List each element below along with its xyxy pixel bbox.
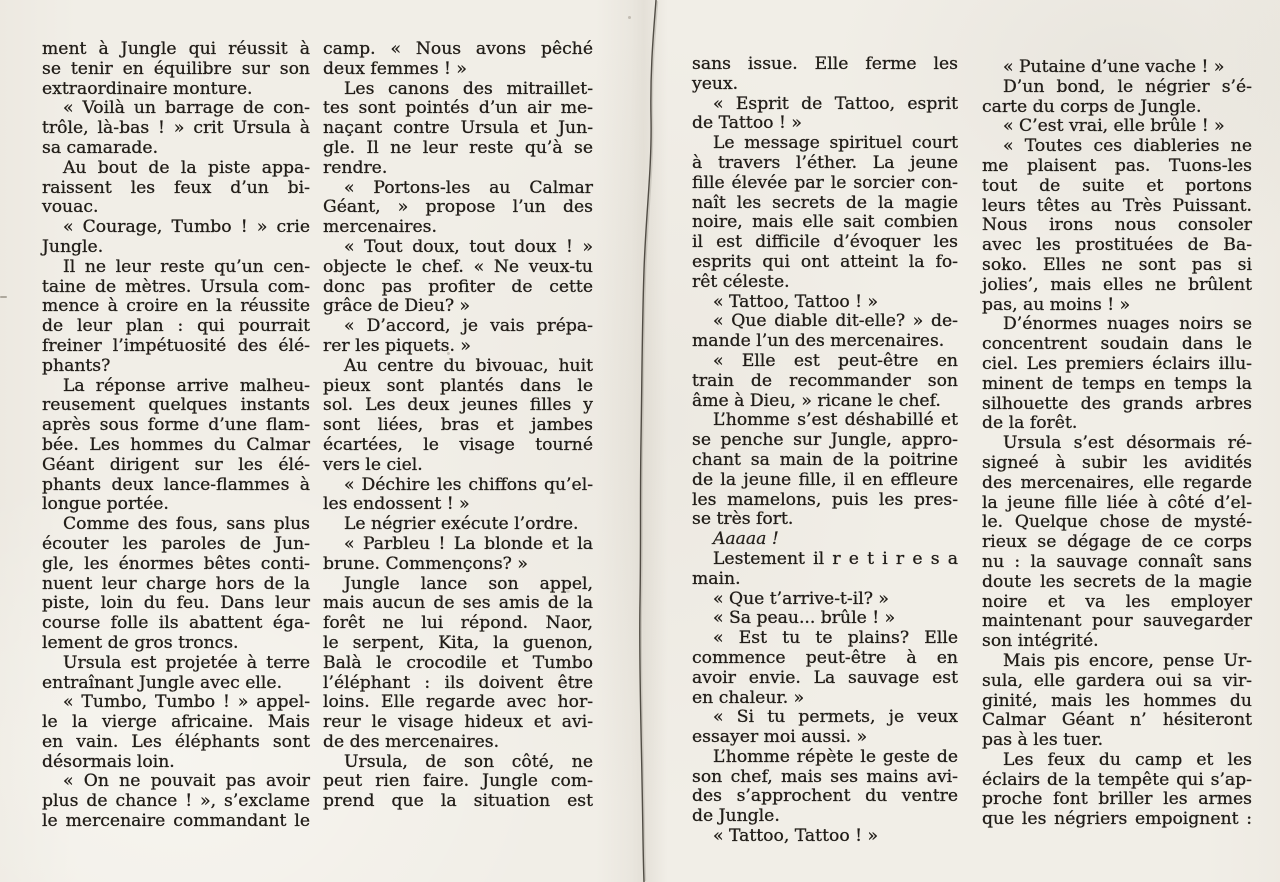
text-line: les mamelons, puis les pres- (692, 489, 958, 510)
text-line: reur le visage hideux et avi- (323, 712, 593, 733)
text-line: le serpent, Kita, la guenon, (323, 632, 593, 653)
text-line: soko. Elles ne sont pas si (982, 254, 1252, 275)
text-line: « Putaine d’une vache ! » (1003, 57, 1225, 77)
text-line: que les négriers empoignent : (982, 809, 1252, 830)
text-line: rer les piquets. » (323, 335, 471, 356)
text-line: des mercenaires, elle regarde (982, 472, 1252, 493)
text-line: yeux. (692, 73, 739, 94)
text-line: en vain. Les éléphants sont (42, 731, 310, 752)
text-line: avec les prostituées de Ba- (982, 235, 1252, 256)
text-line: « Parbleu ! La blonde et la (344, 533, 593, 554)
text-line: âme à Dieu, » ricane le chef. (692, 390, 941, 411)
text-line: avoir envie. La sauvage est (692, 667, 958, 688)
text-line: en chaleur. » (692, 687, 805, 708)
text-line: freiner l’impétuosité des élé- (42, 335, 310, 356)
text-line: fille élevée par le sorcier con- (692, 172, 958, 193)
text-line: l’éléphant : ils doivent être (323, 672, 593, 693)
text-line: « Elle est peut-être en (713, 350, 958, 371)
text-line: sont liées, bras et jambes (323, 415, 593, 436)
text-line: écouter les paroles de Jun- (42, 533, 310, 554)
scan-artifact-speck (628, 16, 631, 19)
text-line: noire et va les employer (982, 591, 1252, 612)
text-line: sula, elle gardera oui sa vir- (982, 670, 1252, 691)
text-line: D’un bond, le négrier s’é- (1003, 76, 1252, 97)
text-line: de la forêt. (982, 413, 1078, 434)
text-line: Ursula est projetée à terre (63, 652, 310, 673)
scan-artifact-speck (0, 296, 7, 298)
text-line: de la jeune fille, il en effleure (692, 469, 958, 490)
text-line: Au centre du bivouac, huit (344, 355, 593, 376)
fold-shadow (596, 0, 688, 882)
text-line: course folle ils abattent éga- (42, 613, 310, 634)
text-line: nu : la sauvage connaît sans (982, 551, 1252, 572)
text-line: loins. Elle regarde avec hor- (323, 692, 593, 713)
text-line: gle. Il ne leur reste qu’à se (323, 137, 593, 158)
text-line: longue portée. (42, 494, 169, 515)
text-line: naçant contre Ursula et Jun- (323, 118, 593, 139)
text-line: tout de suite et portons (982, 175, 1252, 196)
text-line: sans issue. Elle ferme les (692, 54, 958, 74)
text-line: raissent les feux d’un bi- (42, 177, 310, 198)
text-line: les endossent ! » (323, 494, 470, 515)
text-line: le la vierge africaine. Mais (42, 712, 310, 733)
text-line: « Toutes ces diableries ne (1003, 136, 1252, 157)
text-line: main. (692, 568, 741, 589)
text-line: taine de mètres. Ursula com- (42, 276, 310, 297)
text-line: « Tattoo, Tattoo ! » (713, 826, 879, 847)
text-line: il est difficile d’évoquer les (692, 232, 958, 253)
text-line: rendre. (323, 157, 388, 178)
text-line: « Tattoo, Tattoo ! » (713, 291, 879, 312)
text-line: grâce de Dieu? » (323, 296, 471, 317)
text-line: Jungle. (42, 236, 104, 257)
text-line: « Si tu permets, je veux (713, 707, 958, 728)
text-line: mence à croire en la réussite (42, 296, 310, 317)
text-line: « Déchire les chiffons qu’el- (344, 474, 593, 495)
text-line: leurs têtes au Très Puissant. (982, 195, 1252, 216)
text-line: de Jungle. (692, 806, 780, 827)
text-line: doute les secrets de la magie (982, 571, 1252, 592)
text-line: Le message spirituel court (713, 133, 958, 154)
text-line: prend que la situation est (323, 791, 593, 812)
text-line: Le négrier exécute l’ordre. (344, 514, 579, 535)
text-line: écartées, le visage tourné (323, 434, 593, 455)
text-line: gle, les énormes bêtes conti- (42, 553, 310, 574)
text-line: Il ne leur reste qu’un cen- (63, 256, 310, 277)
text-line: silhouette des grands arbres (982, 393, 1252, 414)
text-line: Les canons des mitraillet- (344, 78, 593, 99)
text-line: essayer moi aussi. » (692, 727, 868, 748)
text-line: naît les secrets de la magie (692, 192, 958, 213)
text-line: Balà le crocodile et Tumbo (323, 652, 593, 673)
text-line: « Que t’arrive-t-il? » (713, 588, 889, 609)
text-line: esprits qui ont atteint la fo- (692, 251, 958, 272)
text-line: concentrent soudain dans le (982, 334, 1252, 355)
text-line: extraordinaire monture. (42, 78, 253, 99)
text-line: Mais pis encore, pense Ur- (1003, 650, 1252, 671)
text-line: forêt ne lui répond. Naor, (323, 613, 593, 634)
text-line: piste, loin du feu. Dans leur (42, 593, 310, 614)
text-line: mercenaires. (323, 217, 437, 238)
text-line: se très fort. (692, 509, 794, 530)
text-line: pas, au moins ! » (982, 294, 1131, 315)
text-line: « Tumbo, Tumbo ! » appel- (63, 692, 310, 713)
text-line: pieux sont plantés dans le (323, 375, 593, 396)
text-line: ciel. Les premiers éclairs illu- (982, 353, 1252, 374)
text-column-4 (982, 58, 1252, 830)
text-line: phants deux lance-flammes à (42, 474, 310, 495)
text-line: le. Quelque chose de mysté- (982, 512, 1252, 533)
text-line: train de recommander son (692, 370, 958, 391)
text-line: se tenir en équilibre sur son (42, 58, 310, 79)
text-line: lement de gros troncs. (42, 632, 239, 653)
text-line: Les feux du camp et les (1003, 749, 1252, 770)
text-line: Calmar Géant n’ hésiteront (982, 710, 1252, 731)
page-fold-crease-line (620, 0, 680, 882)
text-line: « Est tu te plains? Elle (713, 628, 958, 649)
text-line: la jeune fille liée à côté d’el- (982, 492, 1252, 513)
text-line: « Portons-les au Calmar (344, 177, 593, 198)
text-line: Comme des fous, sans plus (63, 514, 310, 535)
text-line: proche font briller les armes (982, 789, 1252, 810)
text-column-1 (42, 40, 310, 832)
text-line: plus de chance ! », s’exclame (42, 791, 310, 812)
text-line: entraînant Jungle avec elle. (42, 672, 283, 693)
text-line: des s’approchent du ventre (692, 786, 958, 807)
text-line: signeé à subir les avidités (982, 452, 1252, 473)
text-line: se penche sur Jungle, appro- (692, 430, 958, 451)
text-line: après sous forme d’une flam- (42, 415, 310, 436)
text-line: désormais loin. (42, 751, 175, 772)
text-line: carte du corps de Jungle. (982, 96, 1202, 117)
text-line: « On ne pouvait pas avoir (63, 771, 310, 792)
text-line: L’homme répète le geste de (713, 746, 958, 767)
text-line: rêt céleste. (692, 271, 790, 292)
text-line: Au bout de la piste appa- (63, 157, 310, 178)
text-line: « D’accord, je vais prépa- (344, 316, 593, 337)
text-line: « Tout doux, tout doux ! » (344, 236, 593, 257)
text-line: « Esprit de Tattoo, esprit (713, 93, 958, 114)
text-line: phants? (42, 355, 111, 376)
text-line: pas à les tuer. (982, 730, 1104, 751)
text-column-3 (692, 55, 958, 847)
text-line: ginité, mais les hommes du (982, 690, 1252, 711)
text-line: « Sa peau... brûle ! » (713, 608, 896, 629)
text-line: « C’est vrai, elle brûle ! » (1003, 116, 1225, 137)
text-column-2 (323, 40, 593, 812)
text-line: brune. Commençons? » (323, 553, 528, 574)
text-line: sa camarade. (42, 137, 159, 158)
text-line: rieux se dégage de ce corps (982, 532, 1252, 553)
text-line: vers le ciel. (323, 454, 423, 475)
text-line: me plaisent pas. Tuons-les (982, 155, 1252, 176)
text-line: peut rien faire. Jungle com- (323, 771, 593, 792)
text-line: Géant dirigent sur les élé- (42, 454, 310, 475)
text-line: Ursula s’est désormais ré- (1003, 433, 1252, 454)
text-line: à travers l’éther. La jeune (692, 152, 958, 173)
text-line: donc pas profiter de cette (323, 276, 593, 297)
text-line: de leur plan : qui pourrait (42, 316, 310, 337)
text-line: camp. « Nous avons pêché (323, 39, 593, 59)
text-line: nuent leur charge hors de la (42, 573, 310, 594)
text-line: Ursula, de son côté, ne (344, 751, 593, 772)
text-line: de Tattoo ! » (692, 113, 802, 134)
text-line: La réponse arrive malheu- (63, 375, 310, 396)
text-line: ment à Jungle qui réussit à (42, 39, 310, 59)
text-line: son intégrité. (982, 631, 1099, 652)
text-line: tes sont pointés d’un air me- (323, 98, 593, 119)
text-line: sol. Les deux jeunes filles y (323, 395, 593, 416)
text-line: « Voilà un barrage de con- (63, 98, 310, 119)
text-line: reusement quelques instants (42, 395, 310, 416)
text-line: éclairs de la tempête qui s’ap- (982, 769, 1252, 790)
text-line: Lestement il r e t i r e s a (713, 548, 958, 569)
text-line: mande l’un des mercenaires. (692, 331, 945, 352)
text-line: chant sa main de la poitrine (692, 449, 958, 470)
text-line: noire, mais elle sait combien (692, 212, 958, 233)
text-line: mais aucun de ses amis de la (323, 593, 593, 614)
text-line: bée. Les hommes du Calmar (42, 434, 310, 455)
text-line: trôle, là-bas ! » crit Ursula à (42, 118, 310, 139)
text-line: de des mercenaires. (323, 731, 500, 752)
text-line: jolies’, mais elles ne brûlent (982, 274, 1252, 295)
text-line: Aaaaa ! (713, 529, 779, 550)
text-line: Jungle lance son appel, (344, 573, 593, 594)
text-line: vouac. (42, 197, 99, 218)
text-line: L’homme s’est déshabillé et (713, 410, 958, 431)
text-line: son chef, mais ses mains avi- (692, 766, 958, 787)
text-line: deux femmes ! » (323, 58, 467, 79)
text-line: maintenant pour sauvegarder (982, 611, 1252, 632)
text-line: D’énormes nuages noirs se (1003, 314, 1252, 335)
text-line: minent de temps en temps la (982, 373, 1252, 394)
text-line: objecte le chef. « Ne veux-tu (323, 256, 593, 277)
text-line: Nous irons nous consoler (982, 215, 1252, 236)
text-line: « Que diable dit-elle? » de- (713, 311, 958, 332)
text-line: « Courage, Tumbo ! » crie (63, 217, 310, 238)
text-line: Géant, » propose l’un des (323, 197, 593, 218)
text-line: le mercenaire commandant le (42, 811, 310, 832)
text-line: commence peut-être à en (692, 647, 958, 668)
